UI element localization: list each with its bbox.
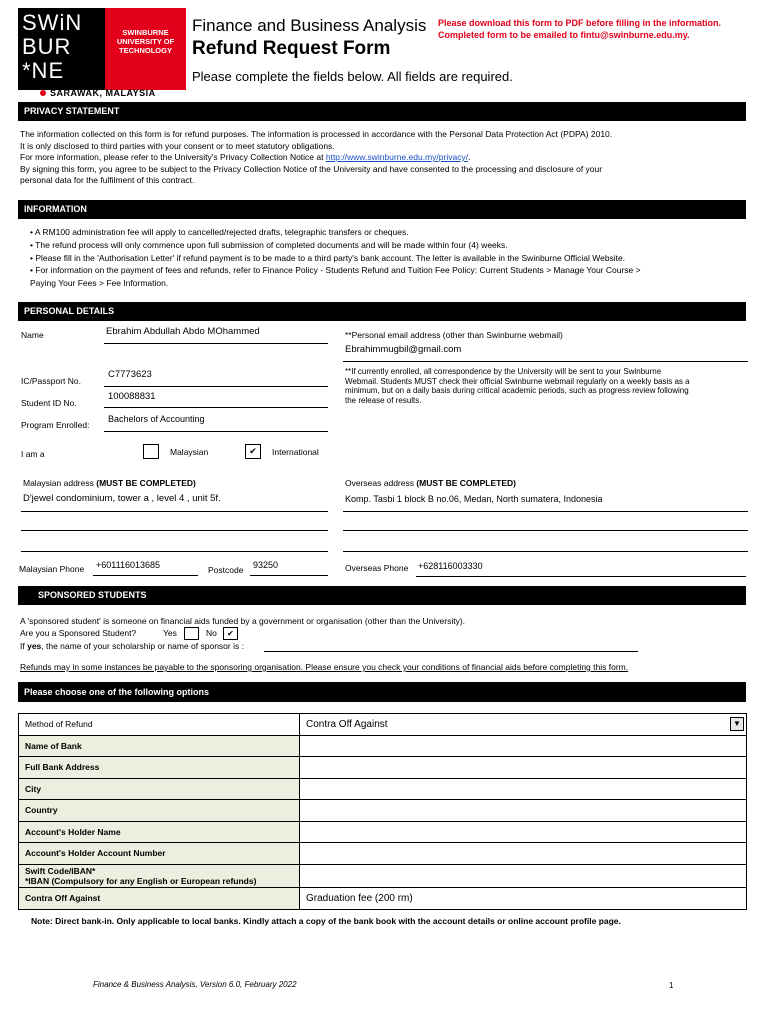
table-row — [19, 821, 747, 843]
privacy-line-1: The information collected on this form is for refund purposes. The information is processed in accordance with the Personal Data Protection Act (PDPA) 2010. — [20, 129, 613, 139]
os-address-line-3 — [343, 551, 748, 552]
logo-line-1: SWiN — [22, 10, 83, 35]
overseas-address-label — [345, 478, 516, 488]
sponsor-line-prefix: If — [20, 641, 28, 651]
sponsored-no-checkbox[interactable]: ✔ — [223, 627, 238, 640]
os-phone-underline — [416, 576, 746, 577]
name-of-bank-label: Name of Bank — [19, 735, 300, 757]
account-number-field[interactable] — [300, 843, 747, 865]
swift-label-line-2: *IBAN (Compulsory for any English or European refunds) — [25, 875, 257, 886]
email-field[interactable]: Ebrahimmugbil@gmail.com — [345, 344, 462, 355]
account-holder-name-field[interactable] — [300, 821, 747, 843]
table-row — [19, 778, 747, 800]
table-row — [19, 714, 747, 736]
download-warning — [438, 17, 721, 41]
malaysian-phone-field[interactable]: +601116013685 — [96, 560, 160, 570]
postcode-label: Postcode — [208, 565, 244, 575]
city-field[interactable] — [300, 778, 747, 800]
form-subtitle: Please complete the fields below. All fields are required. — [192, 69, 513, 84]
logo-dot-icon — [40, 90, 46, 96]
sponsor-name-label — [20, 641, 270, 653]
swinburne-logo — [18, 8, 186, 90]
email-underline — [343, 361, 748, 362]
my-phone-underline — [93, 575, 198, 576]
refund-options-table — [18, 713, 747, 910]
sponsor-line-text: , the name of your scholarship or name of sponsor is : — [41, 641, 244, 651]
swift-iban-label — [19, 864, 300, 888]
account-number-label: Account's Holder Account Number — [19, 843, 300, 865]
sponsored-yes-label: Yes — [163, 628, 177, 638]
method-of-refund-value: Contra Off Against — [306, 718, 388, 730]
account-holder-name-label: Account's Holder Name — [19, 821, 300, 843]
my-address-line-3 — [21, 551, 328, 552]
logo-uni-line-2: UNIVERSITY OF — [116, 37, 175, 46]
privacy-text — [20, 129, 740, 187]
logo-uni-line-3: TECHNOLOGY — [119, 46, 172, 55]
name-of-bank-field[interactable] — [300, 735, 747, 757]
privacy-line-3-end: . — [468, 152, 471, 162]
privacy-heading: PRIVACY STATEMENT — [18, 102, 746, 121]
sponsor-refund-note: Refunds may in some instances be payable to the sponsoring organisation. Please ensure you check your conditions of financial aids before completing this form. — [20, 662, 629, 672]
os-address-line-1 — [343, 511, 748, 512]
contra-off-label: Contra Off Against — [19, 888, 300, 910]
note-line-2: Webmail. Students MUST check their official Swinburne webmail regularly on a weekly basis as a — [345, 376, 690, 386]
options-heading: Please choose one of the following options — [18, 682, 746, 702]
sponsored-yes-checkbox[interactable] — [184, 627, 199, 640]
privacy-line-3-text: For more information, please refer to the University's Privacy Collection Notice at — [20, 152, 326, 162]
logo-campus — [40, 88, 156, 98]
international-checkbox[interactable]: ✔ — [245, 444, 261, 459]
table-row — [19, 864, 747, 888]
sponsored-heading: SPONSORED STUDENTS — [18, 586, 746, 605]
os-address-required: (MUST BE COMPLETED) — [416, 478, 516, 488]
warning-line-2: Completed form to be emailed to fintu@swinburne.edu.my. — [438, 30, 690, 40]
city-label: City — [19, 778, 300, 800]
privacy-line-4: By signing this form, you agree to be subject to the Privacy Collection Notice of the University and have consented to the processing and disclosure of your — [20, 163, 603, 174]
os-address-label-text: Overseas address — [345, 478, 417, 488]
table-row — [19, 800, 747, 822]
my-address-line-2 — [21, 530, 328, 531]
information-bullets — [30, 226, 730, 290]
note-line-3: minimum, but on a daily basis during critical academic periods, such as progress review following — [345, 386, 689, 395]
bank-address-label: Full Bank Address — [19, 757, 300, 779]
info-bullet-5: Paying Your Fees > Fee Information. — [30, 278, 169, 289]
privacy-line-5: personal data for the fulfilment of this contract. — [20, 175, 195, 185]
overseas-phone-field[interactable]: +628116003330 — [418, 561, 483, 571]
ic-label: IC/Passport No. — [21, 376, 81, 386]
student-id-label: Student ID No. — [21, 398, 77, 408]
malaysian-address-label — [23, 478, 196, 488]
program-label: Program Enrolled: — [21, 420, 90, 430]
my-address-line-1 — [21, 511, 328, 512]
method-of-refund-label: Method of Refund — [19, 714, 300, 736]
my-address-label-text: Malaysian address — [23, 478, 97, 488]
privacy-line-3 — [20, 152, 740, 164]
info-bullet-4: • For information on the payment of fees and refunds, refer to Finance Policy - Students Refund and Tuition Fee Policy: Current Students > Manage Your Course > — [30, 265, 641, 276]
bank-address-field[interactable] — [300, 757, 747, 779]
information-heading: INFORMATION — [18, 200, 746, 219]
country-label: Country — [19, 800, 300, 822]
personal-details-heading: PERSONAL DETAILS — [18, 302, 746, 321]
sponsored-definition: A 'sponsored student' is someone on financial aids funded by a government or organisation (other than the University). — [20, 616, 466, 626]
malaysian-address-field[interactable]: D'jewel condominium, tower a , level 4 , unit 5f. — [23, 493, 221, 504]
footer-version: Finance & Business Analysis, Version 6.0, February 2022 — [93, 980, 297, 989]
postcode-field[interactable]: 93250 — [253, 560, 279, 570]
warning-line-1: Please download this form to PDF before filling in the information. — [438, 18, 722, 28]
logo-wordmark — [18, 8, 105, 90]
logo-campus-text: SARAWAK, MALAYSIA — [50, 88, 156, 98]
program-underline — [104, 431, 328, 432]
overseas-address-field[interactable]: Komp. Tasbi 1 block B no.06, Medan, North sumatera, Indonesia — [345, 494, 603, 504]
sponsored-no-label: No — [206, 628, 217, 638]
malaysian-label: Malaysian — [170, 447, 209, 457]
overseas-phone-label: Overseas Phone — [345, 563, 409, 573]
student-id-underline — [104, 407, 328, 408]
ic-underline — [104, 386, 328, 387]
privacy-notice-link[interactable]: http://www.swinburne.edu.my/privacy/ — [325, 152, 469, 162]
swift-iban-field[interactable] — [300, 864, 747, 888]
contra-off-field[interactable]: Graduation fee (200 rm) — [300, 888, 747, 910]
table-row — [19, 843, 747, 865]
sponsored-question: Are you a Sponsored Student? — [20, 628, 137, 638]
ic-field[interactable]: C7773623 — [108, 369, 152, 380]
privacy-line-2: It is only disclosed to third parties with your consent or to meet statutory obligations. — [20, 140, 335, 151]
department-title: Finance and Business Analysis — [192, 16, 427, 35]
name-field[interactable]: Ebrahim Abdullah Abdo MOhammed — [106, 326, 260, 337]
info-bullet-3: • Please fill in the 'Authorisation Letter' if refund payment is to be made to a third party's bank account. The letter is available in the Swinburne Official Website. — [30, 252, 626, 263]
email-label: **Personal email address (other than Swinburne webmail) — [345, 330, 563, 340]
logo-university-name — [105, 8, 186, 90]
my-address-required: (MUST BE COMPLETED) — [96, 478, 196, 488]
note-line-4: the release of results. — [345, 395, 422, 405]
program-field[interactable]: Bachelors of Accounting — [108, 414, 205, 424]
name-underline — [104, 343, 328, 344]
student-id-field[interactable]: 100088831 — [108, 391, 156, 402]
info-bullet-1: • A RM100 administration fee will apply to cancelled/rejected drafts, telegraphic transfers or cheques. — [30, 227, 409, 237]
logo-line-3: *NE — [22, 58, 65, 83]
malaysian-phone-label: Malaysian Phone — [19, 564, 85, 574]
dropdown-arrow-icon[interactable]: ▼ — [730, 717, 744, 731]
method-of-refund-select[interactable] — [300, 714, 747, 736]
postcode-underline — [250, 575, 328, 576]
logo-line-2: BUR — [22, 34, 72, 59]
i-am-label: I am a — [21, 449, 45, 459]
malaysian-checkbox[interactable] — [143, 444, 159, 459]
logo-uni-line-1: SWINBURNE — [122, 28, 169, 37]
country-field[interactable] — [300, 800, 747, 822]
sponsor-name-field[interactable] — [264, 651, 638, 652]
table-row — [19, 735, 747, 757]
os-address-line-2 — [343, 530, 748, 531]
form-title: Refund Request Form — [192, 38, 391, 59]
table-row — [19, 757, 747, 779]
note-line-1: **If currently enrolled, all correspondence by the University will be sent to your Swinburne — [345, 367, 662, 376]
table-row — [19, 888, 747, 910]
enrolment-note — [345, 367, 745, 405]
page-number: 1 — [669, 981, 674, 990]
international-label: International — [272, 447, 319, 457]
name-label: Name — [21, 330, 44, 340]
info-bullet-2: • The refund process will only commence upon full submission of completed documents and will be made within four (4) weeks. — [30, 239, 508, 250]
sponsor-line-yes: yes — [27, 641, 42, 651]
swift-label-line-1: Swift Code/IBAN* — [25, 865, 96, 876]
direct-bank-note: Note: Direct bank-in. Only applicable to local banks. Kindly attach a copy of the bank book with the account details or online account profile page. — [31, 916, 621, 926]
